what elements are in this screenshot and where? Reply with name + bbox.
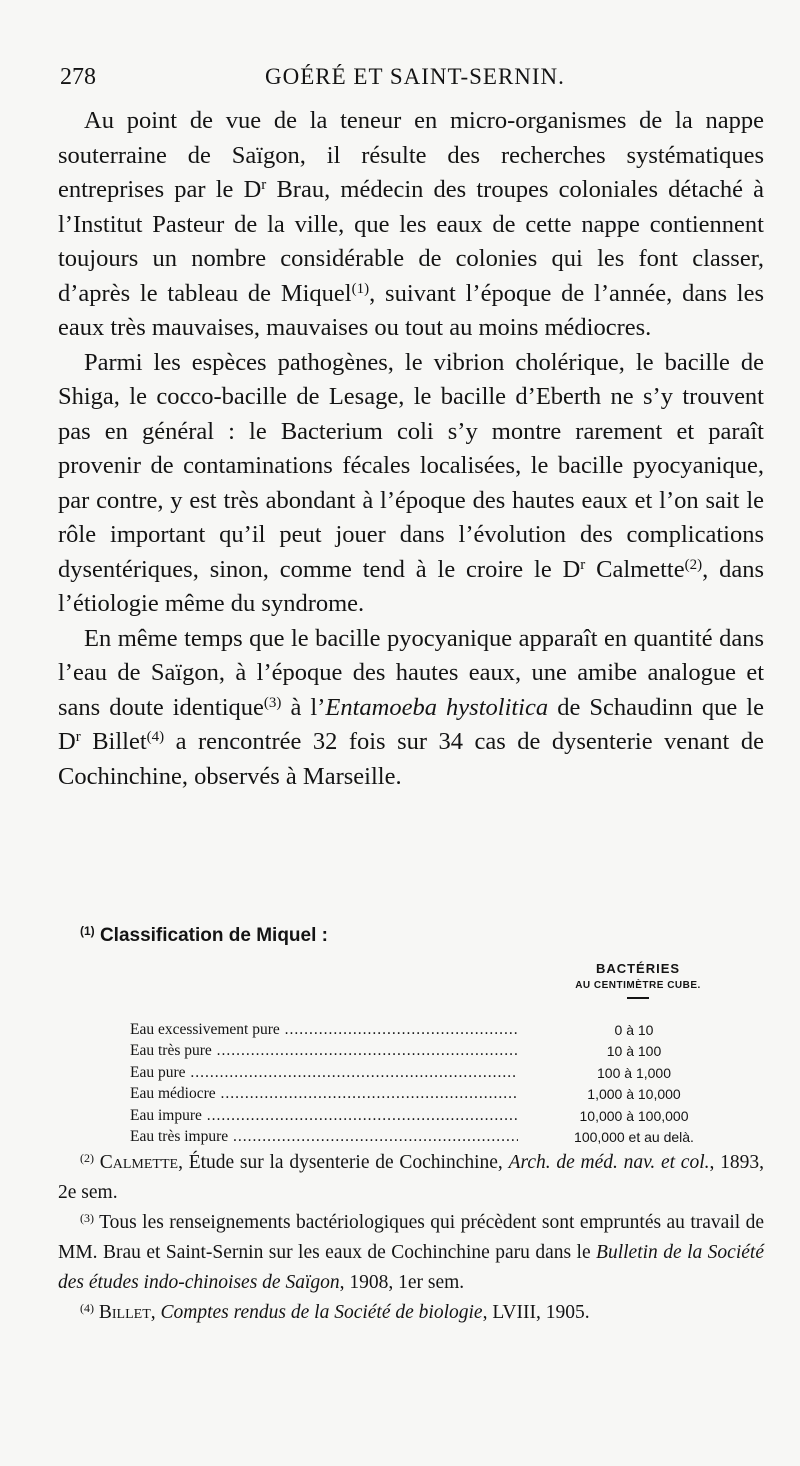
footnote-marker: (2)	[80, 1151, 94, 1165]
table-row	[130, 1019, 750, 1041]
footnote-ref: (3)	[263, 694, 282, 711]
text-run: En même temps que le bacille pyocyanique apparaît en quantité dans l’eau de Saïgon, à l’époque des hautes eaux, une amibe analogue et sans doute identique	[58, 624, 764, 721]
page-header	[60, 64, 760, 100]
table-heading	[538, 961, 738, 999]
superscript: r	[261, 177, 267, 193]
text-run: a rencontrée 32 fois sur 34 cas de dysenterie venant de Cochinchine, observés à Marseille.	[58, 728, 764, 790]
table-row	[130, 1041, 750, 1063]
row-label: Eau médiocre .....	[130, 1085, 518, 1103]
footnote-tail: , 1908, 1er sem.	[339, 1272, 465, 1293]
text-run: Brau, médecin des troupes coloniales détaché à l’Institut Pasteur de la ville, que les eaux de cette nappe contiennent toujours un nombre considérable de colonies qui les font classer, d’après le tableau de Miquel	[58, 176, 765, 307]
table-row	[130, 1062, 750, 1084]
footnote-4	[58, 1298, 764, 1328]
row-value: 100,000 et au delà.	[574, 1129, 694, 1146]
text-run: Au point de vue de la teneur en micro-organismes de la nappe souterraine de Saïgon, il résulte des recherches systématiques entreprises par le D	[58, 107, 764, 203]
row-label: Eau excessivement pure .....	[130, 1021, 518, 1039]
footnote-tail: , 1893, 2e sem.	[58, 1152, 764, 1203]
superscript: r	[75, 729, 81, 745]
footnote-3	[58, 1208, 764, 1298]
classification-table	[130, 1019, 750, 1148]
footnote-author: Billet	[98, 1302, 151, 1323]
footnote-intro	[80, 925, 764, 947]
species-name: Entamoeba hystolitica	[325, 693, 549, 721]
row-value: 0 à 10	[614, 1021, 654, 1038]
footnote-author: Calmette	[99, 1152, 179, 1173]
footnote-text: ,	[150, 1302, 161, 1323]
table-row	[130, 1084, 750, 1106]
footnote-journal: Bulletin de la Société des études indo-chinoises de Saïgon	[58, 1242, 764, 1293]
heading-rule	[627, 997, 649, 999]
text-run: Parmi les espèces pathogènes, le vibrion cholérique, le bacille de Shiga, le cocco-bacille de Lesage, le bacille d’Eberth ne s’y trouvent pas en général : le Bacterium coli s’y montre rarement et paraît provenir de contaminations fécales localisées, le bacille pyocyanique, par contre, y est très abondant à l’époque des hautes eaux et l’on sait le rôle important qu’il peut jouer dans l’évolution des complications dysentériques, sinon, comme tend à le croire le D	[58, 348, 764, 583]
paragraph	[58, 622, 764, 795]
row-value: 10,000 à 100,000	[579, 1107, 689, 1124]
footnote-tail: , LVIII, 1905.	[482, 1302, 590, 1323]
footnote-text: Tous les renseignements bactériologiques qui précèdent sont empruntés au travail de MM. Brau et Saint-Sernin sur les eaux de Cochinchine paru dans le	[58, 1212, 764, 1263]
footnote-ref: (2)	[684, 556, 703, 573]
body-text	[58, 104, 764, 794]
footnote-marker: (1)	[80, 924, 95, 938]
row-value: 10 à 100	[606, 1043, 662, 1060]
row-value: 1,000 à 10,000	[587, 1086, 681, 1103]
running-title: GOÉRÉ ET SAINT-SERNIN.	[265, 64, 565, 89]
footnote-2	[58, 1148, 764, 1208]
row-value: 100 à 1,000	[597, 1064, 671, 1081]
text-run: à l’	[281, 693, 326, 721]
row-label: Eau très pure .....	[130, 1042, 518, 1060]
footnote-text: , Étude sur la dysenterie de Cochinchine,	[178, 1152, 509, 1173]
table-row	[130, 1105, 750, 1127]
text-run: de Schaudinn que le D	[58, 693, 764, 755]
paragraph	[58, 104, 764, 346]
row-label: Eau pure .....	[130, 1064, 518, 1082]
text-run: Billet	[80, 728, 147, 755]
footnote-ref: (4)	[146, 729, 165, 745]
footnote-ref: (1)	[351, 280, 370, 297]
footnote-intro-text: Classification de Miquel :	[99, 925, 328, 946]
table-heading-text: BACTÉRIES	[595, 961, 681, 976]
superscript: r	[580, 556, 586, 573]
footnote-1	[58, 924, 764, 1146]
text-run: , dans l’étiologie même du syndrome.	[58, 555, 764, 617]
paragraph	[58, 346, 764, 622]
page-number: 278	[60, 64, 96, 90]
footnote-marker: (4)	[80, 1301, 94, 1315]
text-run: , suivant l’époque de l’année, dans les eaux très mauvaises, mauvaises ou tout au moins médiocres.	[58, 279, 764, 341]
footnote-marker: (3)	[80, 1211, 94, 1225]
footnotes	[58, 1148, 764, 1328]
row-label: Eau impure .....	[130, 1107, 518, 1125]
table-subheading: AU CENTIMÈTRE CUBE.	[575, 980, 701, 991]
footnote-journal: Arch. de méd. nav. et col.	[508, 1152, 710, 1173]
footnote-journal: Comptes rendus de la Société de biologie	[160, 1302, 483, 1323]
row-label: Eau très impure .....	[130, 1128, 518, 1146]
table-row	[130, 1127, 750, 1149]
text-run: Calmette	[585, 555, 685, 583]
